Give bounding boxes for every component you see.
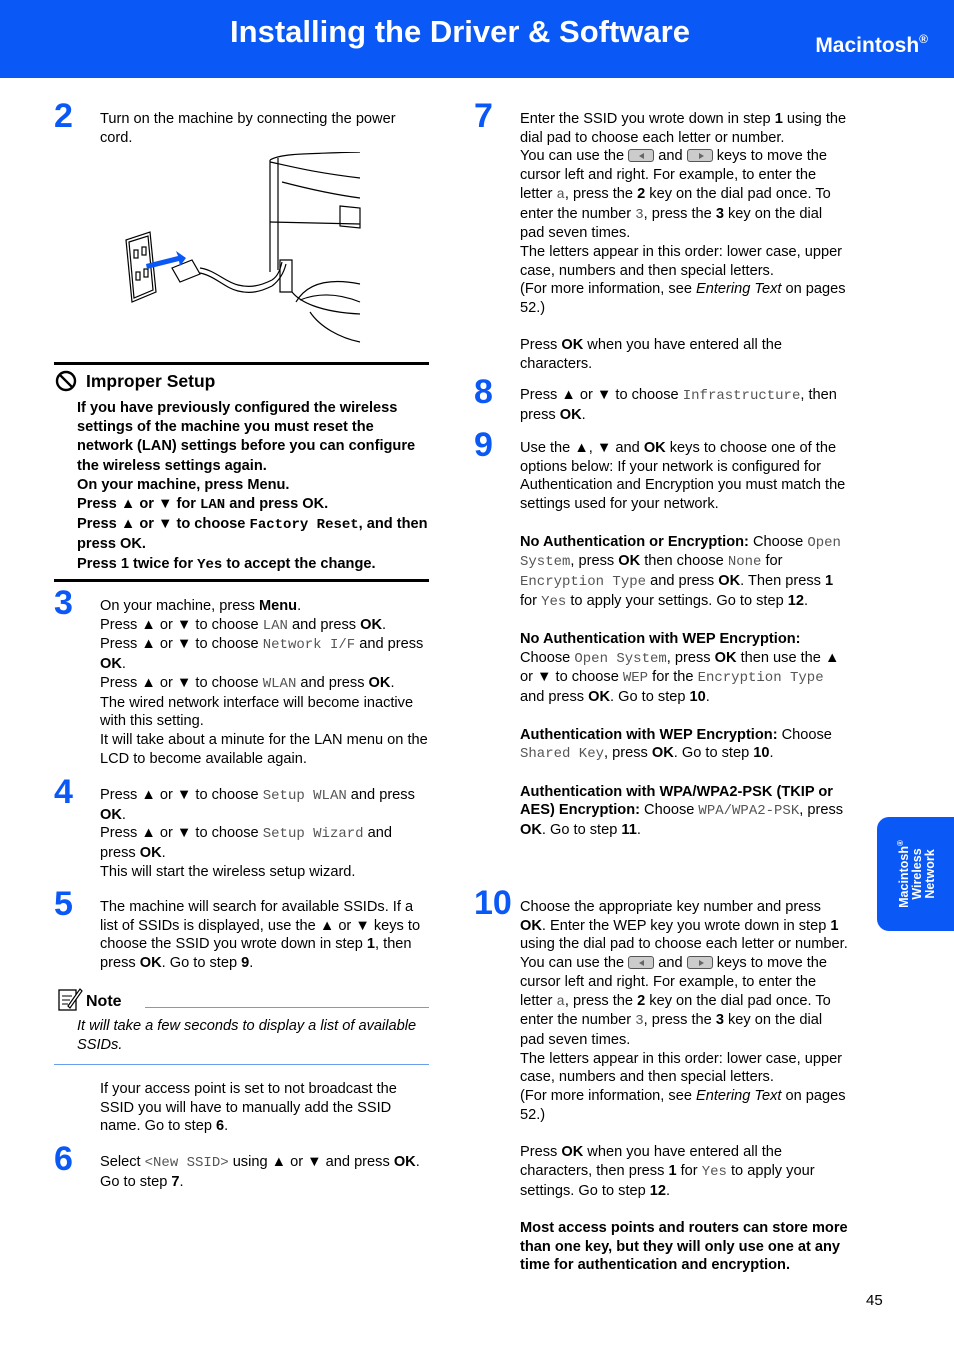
step-number-4: 4 bbox=[54, 773, 73, 811]
note-top-rule bbox=[145, 1007, 429, 1008]
step-number-3: 3 bbox=[54, 584, 73, 622]
page-number: 45 bbox=[866, 1292, 883, 1309]
side-tab-line-3: Network bbox=[923, 849, 938, 899]
step-number-8: 8 bbox=[474, 373, 493, 411]
right-arrow-key-icon bbox=[687, 956, 713, 969]
step-6-text: Select <New SSID> using ▲ or ▼ and press OK. Go to step 7. bbox=[100, 1154, 420, 1190]
step-9-text: Use the ▲, ▼ and OK keys to choose one of the options below: If your network is configured for Authentication and Encryption you must match the settings used for your network. No Authentication or Encryption: Choose Open System, press OK then choose None for Encryption Type and press OK. Then press 1 for Yes to apply your settings. Go to step 12. No Authentication with WEP Encryption: Choose Open System, press OK then use the ▲ or ▼ to choose WEP for the Encryption Type and press OK. Go to step 10. Authentication with WEP Encryption: Choose Shared Key, press OK. Go to step 10. Authentication with WPA/WPA2-PSK (TKIP or AES) Encryption: Choose WPA/WPA2-PSK, press OK. Go to step 11. bbox=[520, 440, 846, 839]
side-tab-line-2: Wireless bbox=[910, 848, 925, 900]
step-number-5: 5 bbox=[54, 885, 73, 923]
caution-top-rule bbox=[54, 362, 429, 365]
page-header bbox=[0, 0, 954, 78]
left-arrow-key-icon bbox=[628, 149, 654, 162]
note-title: Note bbox=[86, 993, 122, 1010]
side-tab: Macintosh® Wireless Network bbox=[877, 817, 954, 931]
step-4-text: Press ▲ or ▼ to choose Setup WLAN and press OK. Press ▲ or ▼ to choose Setup Wizard and press OK. This will start the wireless setup wizard. bbox=[100, 787, 415, 880]
note-body: It will take a few seconds to display a list of available SSIDs. bbox=[77, 1018, 417, 1053]
caution-body: If you have previously configured the wireless settings of the machine you must reset the network (LAN) settings before you can configure the wireless settings again. On your machine, press Menu. Press ▲ or ▼ for LAN and press OK. Press ▲ or ▼ to choose Factory Reset, and then press OK. Press 1 twice for Yes to accept the change. bbox=[77, 400, 428, 573]
step-2-text: Turn on the machine by connecting the power cord. bbox=[100, 111, 396, 146]
step-10-text: Choose the appropriate key number and press OK. Enter the WEP key you wrote down in step 1 using the dial pad to choose each letter or number. You can use the and keys to move the cursor left and right. For example, to enter the letter a, press the 2 key on the dial pad once. To enter the number 3, press the 3 key on the dial pad seven times. The letters appear in this order: lower case, upper case, numbers and then special letters. (For more information, see Entering Text on pages 52.) Press OK when you have entered all the characters, then press 1 for Yes to apply your settings. Go to step 12. Most access points and routers can store more than one key, but they will only use one at any time for authentication and encryption. bbox=[520, 899, 848, 1274]
prohibited-icon bbox=[55, 370, 77, 392]
side-tab-line-1: Macintosh bbox=[897, 846, 912, 908]
power-cord-illustration bbox=[120, 152, 365, 344]
ssid-not-broadcast-text: If your access point is set to not broadcast the SSID you will have to manually add the SSID name. Go to step 6. bbox=[100, 1081, 397, 1135]
left-arrow-key-icon bbox=[628, 956, 654, 969]
caution-title: Improper Setup bbox=[86, 371, 216, 391]
caution-bottom-rule bbox=[54, 579, 429, 582]
step-number-10: 10 bbox=[474, 884, 512, 922]
step-5-text: The machine will search for available SSIDs. If a list of SSIDs is displayed, use the ▲ or ▼ keys to choose the SSID you wrote down in step 1, then press OK. Go to step 9. bbox=[100, 899, 421, 972]
step-number-6: 6 bbox=[54, 1140, 73, 1178]
step-number-9: 9 bbox=[474, 426, 493, 464]
note-pencil-icon bbox=[56, 986, 83, 1013]
note-bottom-rule bbox=[54, 1064, 429, 1065]
section-label: Macintosh® bbox=[815, 32, 928, 57]
step-3-text: On your machine, press Menu. Press ▲ or ▼ to choose LAN and press OK. Press ▲ or ▼ to choose Network I/F and press OK. Press ▲ or ▼ to choose WLAN and press OK. The wired network interface will become inactive with this setting. It will take about a minute for the LAN menu on the LCD to become available again. bbox=[100, 598, 428, 767]
step-number-2: 2 bbox=[54, 97, 73, 135]
step-8-text: Press ▲ or ▼ to choose Infrastructure, then press OK. bbox=[520, 387, 837, 423]
step-number-7: 7 bbox=[474, 97, 493, 135]
page-title: Installing the Driver & Software bbox=[230, 14, 690, 49]
step-7-text: Enter the SSID you wrote down in step 1 using the dial pad to choose each letter or number. You can use the and keys to move the cursor left and right. For example, to enter the letter a, press the 2 key on the dial pad once. To enter the number 3, press the 3 key on the dial pad seven times. The letters appear in this order: lower case, upper case, numbers and then special letters. (For more information, see Entering Text on pages 52.) Press OK when you have entered all the characters. bbox=[520, 111, 847, 373]
right-arrow-key-icon bbox=[687, 149, 713, 162]
